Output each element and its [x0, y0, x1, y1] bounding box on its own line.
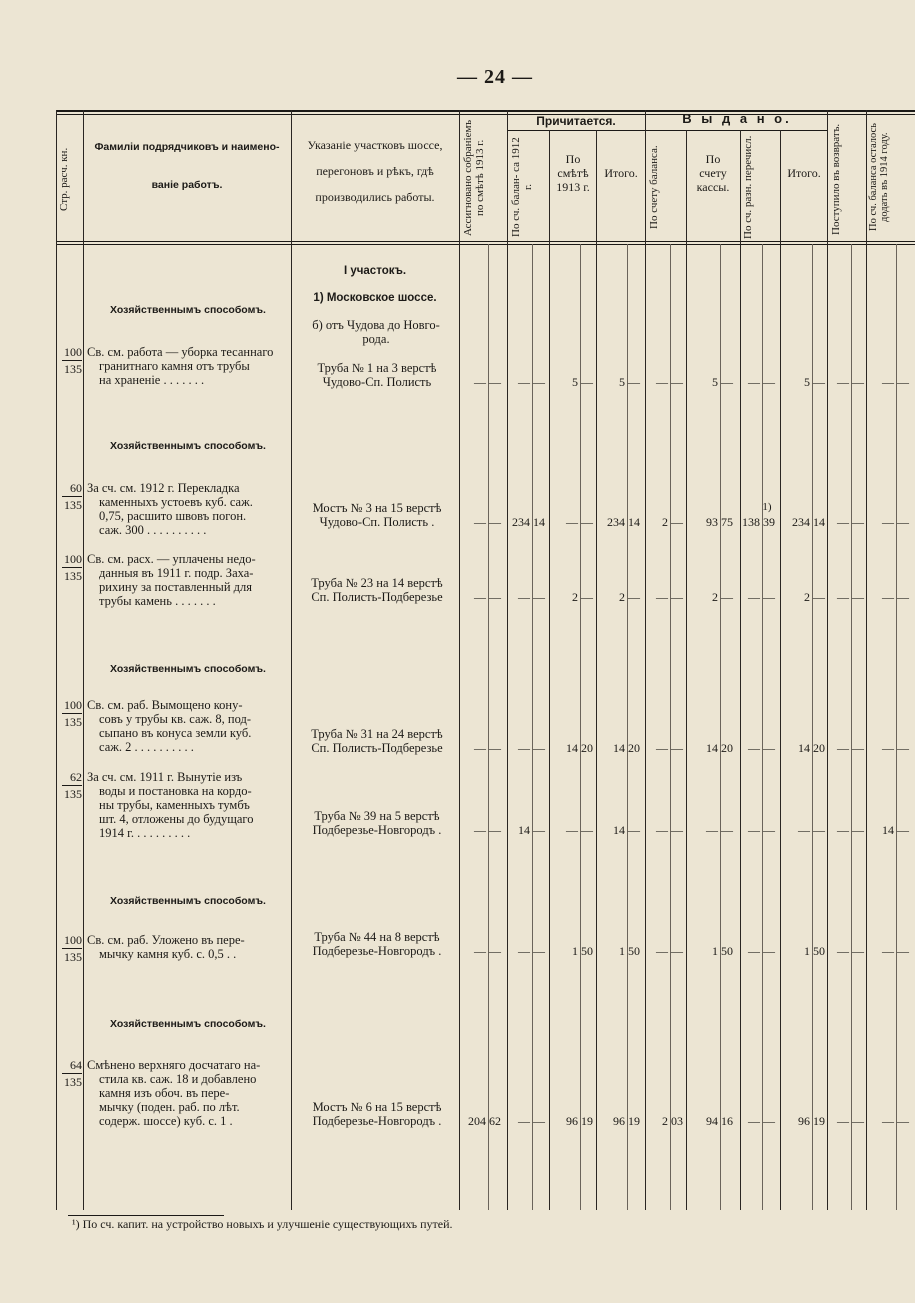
cell-rubles: 14: [613, 741, 625, 755]
cell-kopecks: 62: [489, 1114, 501, 1128]
cell-rubles: —: [656, 375, 668, 389]
cell-rubles: —: [474, 944, 486, 958]
cell-rubles: 14: [613, 823, 625, 837]
cell-kopecks: —: [721, 590, 733, 604]
cell-kopecks: —: [763, 1114, 775, 1128]
row-location-line: Труба № 44 на 8 верстѣ: [314, 930, 440, 944]
cell-rubles: —: [474, 823, 486, 837]
cell-kopecks: 14: [813, 515, 825, 529]
method-label-4: Хозяйственнымъ способомъ.: [110, 895, 266, 907]
header-paid-cash: По счету кассы.: [696, 152, 730, 194]
cell-rubles: —: [882, 590, 894, 604]
cell-kopecks: —: [581, 515, 593, 529]
cell-kopecks: —: [671, 741, 683, 755]
cell-rubles: 2: [804, 590, 810, 604]
cell-kopecks: —: [671, 823, 683, 837]
cell-kopecks: —: [533, 375, 545, 389]
cell-kopecks: 39: [763, 515, 775, 529]
cell-kopecks: 20: [628, 741, 640, 755]
cell-kopecks: —: [763, 823, 775, 837]
cell-rubles: —: [566, 823, 578, 837]
cell-rubles: 14: [566, 741, 578, 755]
cell-kopecks: 19: [813, 1114, 825, 1128]
cell-kopecks: —: [897, 944, 909, 958]
header-due-estimate: По смѣтѣ 1913 г.: [556, 152, 590, 194]
cell-rubles: 96: [566, 1114, 578, 1128]
cell-rubles: —: [518, 375, 530, 389]
cell-rubles: —: [748, 823, 760, 837]
cell-rubles: 138: [742, 515, 760, 529]
cell-kopecks: —: [533, 741, 545, 755]
row-description-line: каменныхъ устоевъ куб. саж.: [99, 495, 253, 509]
row-description: [87, 933, 290, 961]
row-description-line: Св. см. раб. Вымощено кону-: [87, 698, 243, 712]
row-page-ref-top: 62: [70, 770, 82, 784]
cell-rubles: 14: [706, 741, 718, 755]
header-bottom-rule: [56, 241, 915, 242]
cell-rubles: —: [837, 741, 849, 755]
header-contractors: Фамиліи подрядчиковъ и наимено- ваніе работъ.: [94, 141, 280, 191]
header-paid-balance: По счету баланса.: [648, 145, 660, 229]
cell-rubles: 1: [712, 944, 718, 958]
cell-rubles: —: [837, 590, 849, 604]
row-description-line: За сч. см. 1911 г. Вынутіе изъ: [87, 770, 243, 784]
cell-kopecks: —: [581, 823, 593, 837]
header-sections: Указаніе участковъ шоссе, перегоновъ и рѣкъ, гдѣ производились работы.: [307, 138, 443, 204]
cell-rubles: 5: [619, 375, 625, 389]
cell-rubles: 1: [572, 944, 578, 958]
cell-kopecks: —: [533, 944, 545, 958]
cell-rubles: —: [518, 944, 530, 958]
cell-kopecks: —: [852, 590, 864, 604]
row-location-line: Труба № 39 на 5 верстѣ: [314, 809, 440, 823]
row-description-line: гранитнаго камня отъ трубы: [99, 359, 250, 373]
row-description-line: Св. см. раб. Уложено въ пере-: [87, 933, 245, 947]
row-description: [87, 481, 290, 537]
cell-kopecks: —: [489, 515, 501, 529]
cell-rubles: 2: [619, 590, 625, 604]
cell-rubles: 2: [572, 590, 578, 604]
row-description-line: данныя въ 1911 г. подр. Заха-: [99, 566, 254, 580]
cell-rubles: —: [748, 1114, 760, 1128]
cell-rubles: —: [706, 823, 718, 837]
row-description-line: саж. 300 . . . . . . . . . .: [99, 523, 207, 537]
header-remaining: По сч. баланса осталось додать въ 1914 году.: [868, 123, 890, 231]
cell-kopecks: 14: [533, 515, 545, 529]
cell-kopecks: 50: [581, 944, 593, 958]
col-line-assigned: [507, 110, 508, 1210]
row-location-line: Сп. Полисть-Подберезье: [311, 590, 443, 604]
row-page-ref-bottom: 135: [64, 498, 82, 512]
row-page-ref-bottom: 135: [64, 1075, 82, 1089]
col-line-due-end: [645, 110, 646, 1210]
row-description: [87, 698, 290, 754]
header-paid-total: Итого.: [787, 166, 821, 180]
cell-rubles: —: [474, 741, 486, 755]
row-description-line: содерж. шоссе) куб. с. 1 .: [99, 1114, 233, 1128]
row-location-line: Подберезье-Новгородъ .: [312, 823, 442, 837]
due-group-rule: [508, 130, 645, 131]
cell-rubles: 96: [613, 1114, 625, 1128]
cell-rubles: —: [837, 375, 849, 389]
cell-rubles: —: [518, 590, 530, 604]
col-line-place: [459, 110, 460, 1210]
footnote: ¹) По сч. капит. на устройство новыхъ и улучшеніе существующихъ путей.: [72, 1217, 453, 1231]
header-due-balance: По сч. балан- са 1912 г.: [510, 137, 534, 237]
cell-rubles: 204: [468, 1114, 486, 1128]
cell-kopecks: —: [813, 590, 825, 604]
cell-rubles: 5: [712, 375, 718, 389]
cell-rubles: 1: [619, 944, 625, 958]
cell-kopecks: —: [897, 375, 909, 389]
cell-kopecks: —: [852, 1114, 864, 1128]
cell-kopecks: 50: [628, 944, 640, 958]
cell-rubles: —: [518, 741, 530, 755]
cell-rubles: 14: [798, 741, 810, 755]
cell-kopecks: —: [852, 823, 864, 837]
page-number: — 24 —: [457, 66, 533, 88]
col-line-paid-misc: [740, 130, 741, 1210]
cell-kopecks: —: [813, 823, 825, 837]
cell-kopecks: 20: [721, 741, 733, 755]
cell-kopecks: —: [533, 1114, 545, 1128]
row-description-line: сыпано въ конуса земли куб.: [99, 726, 252, 740]
cell-rubles: —: [882, 1114, 894, 1128]
row-location-line: Труба № 31 на 24 верстѣ: [311, 727, 443, 741]
method-label-2: Хозяйственнымъ способомъ.: [110, 440, 266, 452]
header-assigned: Ассигновано собраніемъ по смѣтѣ 1913 г.: [462, 119, 486, 237]
row-description-line: трубы камень . . . . . . .: [99, 594, 216, 608]
cell-kopecks: —: [671, 375, 683, 389]
row-page-ref-rule: [62, 713, 82, 714]
row-description-line: 0,75, расшито швовъ погон.: [99, 509, 247, 523]
row-location-line: Подберезье-Новгородъ .: [312, 944, 442, 958]
row-description: [87, 1058, 290, 1128]
cell-kopecks: —: [671, 515, 683, 529]
cell-kopecks: —: [852, 944, 864, 958]
row-page-ref-top: 64: [70, 1058, 82, 1072]
row-page-ref-rule: [62, 785, 82, 786]
header-returned: Поступило въ возвратъ.: [830, 123, 842, 235]
cell-rubles: —: [474, 375, 486, 389]
cell-kopecks: 75: [721, 515, 733, 529]
cell-rubles: 2: [662, 515, 668, 529]
cell-rubles: —: [837, 823, 849, 837]
row-location-line: Подберезье-Новгородъ .: [312, 1114, 442, 1128]
cell-rubles: 2: [712, 590, 718, 604]
cell-kopecks: —: [852, 515, 864, 529]
row-description-line: совъ у трубы кв. саж. 8, под-: [99, 712, 251, 726]
paid-group-rule: [646, 130, 827, 131]
cell-rubles: —: [656, 823, 668, 837]
col-line-returned: [866, 110, 867, 1210]
cell-rubles: —: [656, 590, 668, 604]
cell-kopecks: —: [489, 741, 501, 755]
row-description-line: рихину за поставленный для: [99, 580, 252, 594]
cell-kopecks: 20: [581, 741, 593, 755]
row-location-line: Чудово-Сп. Полисть .: [319, 515, 435, 529]
cell-rubles: —: [798, 823, 810, 837]
row-description-line: воды и постановка на кордо-: [99, 784, 252, 798]
cell-kopecks: 50: [813, 944, 825, 958]
header-due-total: Итого.: [604, 166, 638, 180]
cell-kopecks: —: [721, 823, 733, 837]
footnote-rule: [68, 1215, 224, 1216]
cell-rubles: 234: [512, 515, 530, 529]
col-line-page: [83, 110, 84, 1210]
row-page-ref-bottom: 135: [64, 362, 82, 376]
row-description-line: мычку (поден. раб. по лѣт.: [99, 1100, 240, 1114]
col-line-due-total: [596, 130, 597, 1210]
cell-rubles: —: [566, 515, 578, 529]
cell-kopecks: —: [581, 590, 593, 604]
cell-kopecks: —: [489, 375, 501, 389]
row-page-ref-top: 60: [70, 481, 82, 495]
row-page-ref-top: 100: [64, 345, 82, 359]
row-description-line: Смѣнено верхняго досчатаго на-: [87, 1058, 261, 1072]
row-location: [296, 727, 458, 755]
cell-kopecks: —: [897, 823, 909, 837]
cell-kopecks: 03: [671, 1114, 683, 1128]
cell-kopecks: —: [533, 823, 545, 837]
cell-kopecks: —: [628, 590, 640, 604]
col-line-paid-total: [780, 130, 781, 1210]
cell-kopecks: —: [897, 515, 909, 529]
cell-kopecks: 20: [813, 741, 825, 755]
row-page-ref-bottom: 135: [64, 950, 82, 964]
row-location-line: Чудово-Сп. Полисть: [322, 375, 432, 389]
cell-kopecks: —: [897, 590, 909, 604]
cell-rubles: 2: [662, 1114, 668, 1128]
row-description-line: Св. см. расх. — уплачены недо-: [87, 552, 256, 566]
cell-kopecks: —: [628, 823, 640, 837]
cell-rubles: 93: [706, 515, 718, 529]
cell-rubles: —: [474, 590, 486, 604]
row-page-ref-rule: [62, 1073, 82, 1074]
cell-rubles: —: [748, 375, 760, 389]
row-location-line: Труба № 1 на 3 верстѣ: [317, 361, 437, 375]
cell-rubles: 14: [882, 823, 894, 837]
row-description-line: За сч. см. 1912 г. Перекладка: [87, 481, 240, 495]
cell-kopecks: 19: [581, 1114, 593, 1128]
row-page-ref-bottom: 135: [64, 569, 82, 583]
col-line-left: [56, 110, 57, 1210]
section-title: I участокъ.: [343, 265, 407, 277]
row-page-ref-bottom: 135: [64, 715, 82, 729]
col-line-paid-cash: [686, 130, 687, 1210]
row-location: [296, 930, 458, 958]
cell-rubles: 14: [518, 823, 530, 837]
cell-kopecks: 14: [628, 515, 640, 529]
row-description: [87, 552, 290, 608]
header-group-due: Причитается.: [536, 114, 616, 128]
row-description-line: стила кв. саж. 18 и добавлено: [99, 1072, 257, 1086]
cell-rubles: —: [518, 1114, 530, 1128]
cell-rubles: —: [748, 944, 760, 958]
row-description-line: ны трубы, каменныхъ тумбъ: [99, 798, 250, 812]
cell-rubles: —: [882, 944, 894, 958]
row-location: [296, 1100, 458, 1128]
header-page: Стр. расч. кн.: [58, 147, 70, 211]
cell-rubles: 5: [804, 375, 810, 389]
cell-rubles: —: [837, 944, 849, 958]
row-page-ref-rule: [62, 496, 82, 497]
cell-rubles: 234: [792, 515, 810, 529]
row-description: [87, 770, 290, 840]
row-location: [296, 809, 458, 837]
row-description-line: шт. 4, отложены до будущаго: [99, 812, 254, 826]
row-page-ref-rule: [62, 360, 82, 361]
row-description-line: саж. 2 . . . . . . . . . .: [99, 740, 194, 754]
cell-kopecks: —: [897, 1114, 909, 1128]
cell-kopecks: —: [897, 741, 909, 755]
cell-kopecks: —: [489, 590, 501, 604]
cell-kopecks: —: [763, 375, 775, 389]
cell-kopecks: —: [763, 590, 775, 604]
cell-rubles: —: [656, 741, 668, 755]
cell-rubles: —: [882, 741, 894, 755]
row-page-ref-bottom: 135: [64, 787, 82, 801]
cell-kopecks: —: [763, 944, 775, 958]
row-description-line: камня изъ обоч. въ пере-: [99, 1086, 230, 1100]
row-description-line: мычку камня куб. с. 0,5 . .: [99, 947, 237, 961]
row-page-ref-top: 100: [64, 933, 82, 947]
row-location: [296, 501, 458, 529]
method-label-5: Хозяйственнымъ способомъ.: [110, 1018, 266, 1030]
row-location-line: Сп. Полисть-Подберезье: [311, 741, 443, 755]
row-location: [296, 361, 458, 389]
cell-kopecks: —: [671, 590, 683, 604]
cell-kopecks: —: [533, 590, 545, 604]
cell-kopecks: —: [671, 944, 683, 958]
row-page-ref-rule: [62, 948, 82, 949]
cell-kopecks: —: [813, 375, 825, 389]
row-footnote-marker: 1): [762, 501, 772, 513]
row-page-ref-top: 100: [64, 552, 82, 566]
cell-rubles: —: [882, 515, 894, 529]
cell-rubles: 96: [798, 1114, 810, 1128]
row-location-line: Мостъ № 6 на 15 верстѣ: [312, 1100, 442, 1114]
header-group-paid: В ы д а н о.: [682, 111, 792, 126]
cell-rubles: 94: [706, 1114, 718, 1128]
row-description-line: 1914 г. . . . . . . . . .: [99, 826, 191, 840]
cell-kopecks: 19: [628, 1114, 640, 1128]
cell-kopecks: —: [581, 375, 593, 389]
row-location-line: Мостъ № 3 на 15 верстѣ: [312, 501, 442, 515]
cell-kopecks: —: [489, 944, 501, 958]
row-page-ref-rule: [62, 567, 82, 568]
road-part: б) отъ Чудова до Новго- рода.: [312, 318, 440, 346]
cell-rubles: 234: [607, 515, 625, 529]
cell-kopecks: —: [489, 823, 501, 837]
cell-rubles: 1: [804, 944, 810, 958]
header-bottom-rule-2: [56, 244, 915, 245]
road-title: 1) Московское шоссе.: [313, 292, 437, 304]
cell-kopecks: —: [852, 375, 864, 389]
method-label-1: Хозяйственнымъ способомъ.: [110, 304, 266, 316]
row-location: [296, 576, 458, 604]
cell-rubles: —: [837, 515, 849, 529]
row-description-line: Св. см. работа — уборка тесаннаго: [87, 345, 274, 359]
row-location-line: Труба № 23 на 14 верстѣ: [311, 576, 443, 590]
cell-kopecks: 50: [721, 944, 733, 958]
cell-rubles: —: [837, 1114, 849, 1128]
row-description: [87, 345, 290, 387]
cell-kopecks: —: [852, 741, 864, 755]
cell-rubles: —: [882, 375, 894, 389]
method-label-3: Хозяйственнымъ способомъ.: [110, 663, 266, 675]
row-page-ref-top: 100: [64, 698, 82, 712]
cell-rubles: —: [474, 515, 486, 529]
header-paid-misc: По сч. разн. перечисл.: [742, 135, 754, 239]
cell-kopecks: —: [628, 375, 640, 389]
cell-kopecks: —: [721, 375, 733, 389]
cell-rubles: —: [748, 590, 760, 604]
col-line-paid-end: [827, 110, 828, 1210]
col-line-due-est: [549, 130, 550, 1210]
cell-kopecks: 16: [721, 1114, 733, 1128]
cell-rubles: —: [656, 944, 668, 958]
row-description-line: на храненіе . . . . . . .: [99, 373, 205, 387]
cell-rubles: —: [748, 741, 760, 755]
cell-rubles: 5: [572, 375, 578, 389]
cell-kopecks: —: [763, 741, 775, 755]
